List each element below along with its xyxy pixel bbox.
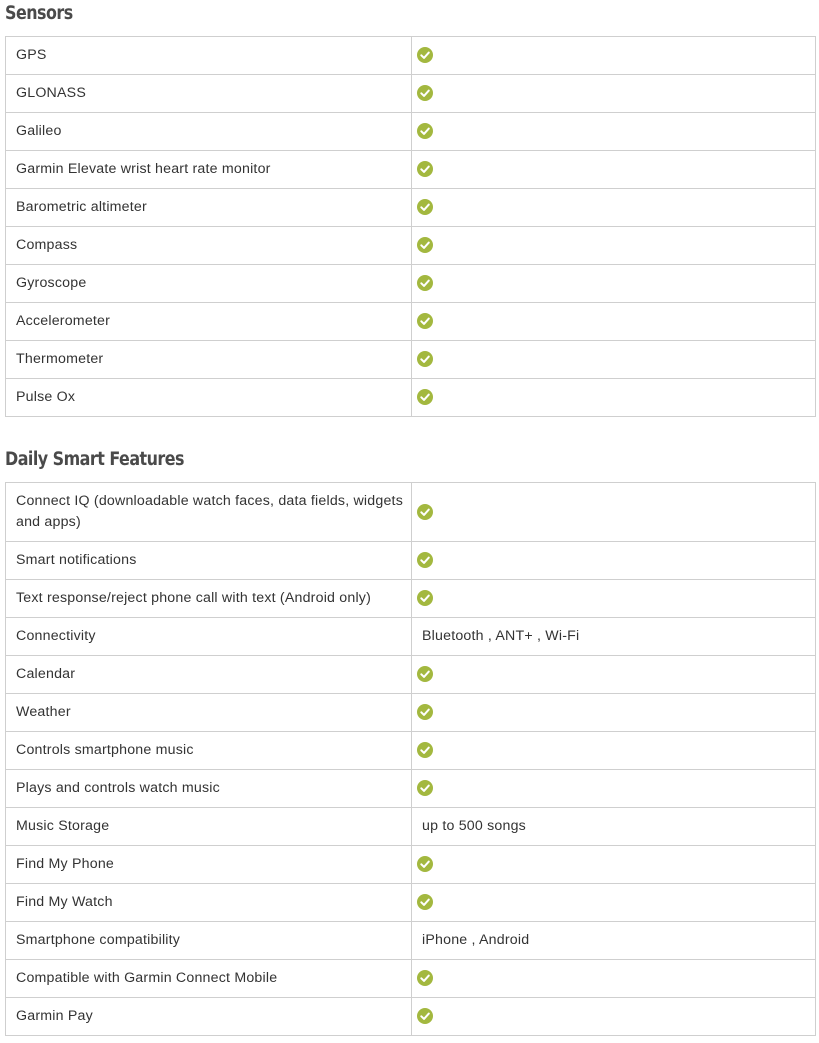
check-icon — [417, 85, 433, 101]
check-icon — [417, 970, 433, 986]
table-row — [6, 151, 816, 189]
table-row — [6, 770, 816, 808]
table-row — [6, 808, 816, 846]
sensors-table — [5, 36, 816, 417]
check-icon — [417, 47, 433, 63]
feature-label: Smartphone compatibility — [6, 922, 412, 960]
feature-value — [412, 379, 816, 417]
check-icon — [417, 552, 433, 568]
feature-value — [412, 265, 816, 303]
feature-value — [412, 580, 816, 618]
table-row — [6, 265, 816, 303]
check-icon — [417, 389, 433, 405]
feature-label: Gyroscope — [6, 265, 412, 303]
feature-label: Calendar — [6, 656, 412, 694]
table-row — [6, 113, 816, 151]
feature-value — [412, 75, 816, 113]
feature-value — [412, 189, 816, 227]
feature-value — [412, 998, 816, 1036]
check-icon — [417, 123, 433, 139]
feature-label: Smart notifications — [6, 542, 412, 580]
feature-value-text: Bluetooth , ANT+ , Wi-Fi — [422, 628, 580, 644]
table-row — [6, 618, 816, 656]
check-icon — [417, 1008, 433, 1024]
table-row — [6, 379, 816, 417]
feature-value — [412, 483, 816, 542]
feature-label: Find My Phone — [6, 846, 412, 884]
table-row — [6, 303, 816, 341]
feature-value — [412, 694, 816, 732]
check-icon — [417, 742, 433, 758]
table-row — [6, 656, 816, 694]
table-row — [6, 884, 816, 922]
feature-label: GLONASS — [6, 75, 412, 113]
feature-value — [412, 960, 816, 998]
feature-label: Plays and controls watch music — [6, 770, 412, 808]
feature-label: Weather — [6, 694, 412, 732]
table-row — [6, 960, 816, 998]
table-row — [6, 341, 816, 379]
table-row — [6, 694, 816, 732]
feature-value — [412, 227, 816, 265]
feature-label: GPS — [6, 37, 412, 75]
feature-value — [412, 542, 816, 580]
feature-value — [412, 113, 816, 151]
feature-value — [412, 656, 816, 694]
sensors-section — [5, 0, 816, 417]
feature-label: Thermometer — [6, 341, 412, 379]
check-icon — [417, 351, 433, 367]
table-row — [6, 189, 816, 227]
daily-smart-features-table-body — [6, 483, 816, 1036]
check-icon — [417, 666, 433, 682]
feature-label: Garmin Pay — [6, 998, 412, 1036]
feature-label: Music Storage — [6, 808, 412, 846]
feature-label: Compatible with Garmin Connect Mobile — [6, 960, 412, 998]
feature-label: Text response/reject phone call with text (Android only) — [6, 580, 412, 618]
feature-value — [412, 303, 816, 341]
feature-value — [412, 341, 816, 379]
feature-label: Barometric altimeter — [6, 189, 412, 227]
table-row — [6, 37, 816, 75]
feature-value — [412, 922, 816, 960]
feature-value — [412, 884, 816, 922]
feature-label: Compass — [6, 227, 412, 265]
table-row — [6, 998, 816, 1036]
feature-label: Pulse Ox — [6, 379, 412, 417]
table-row — [6, 75, 816, 113]
check-icon — [417, 161, 433, 177]
check-icon — [417, 199, 433, 215]
feature-value-text: iPhone , Android — [422, 932, 530, 948]
feature-label: Accelerometer — [6, 303, 412, 341]
check-icon — [417, 313, 433, 329]
feature-value-text: up to 500 songs — [422, 818, 526, 834]
feature-label: Connect IQ (downloadable watch faces, data fields, widgets and apps) — [6, 483, 412, 542]
feature-value — [412, 846, 816, 884]
check-icon — [417, 237, 433, 253]
daily-smart-features-section — [5, 446, 816, 1036]
feature-label: Garmin Elevate wrist heart rate monitor — [6, 151, 412, 189]
feature-value — [412, 618, 816, 656]
check-icon — [417, 504, 433, 520]
feature-label: Find My Watch — [6, 884, 412, 922]
feature-value — [412, 151, 816, 189]
feature-value — [412, 808, 816, 846]
table-row — [6, 483, 816, 542]
check-icon — [417, 704, 433, 720]
feature-value — [412, 732, 816, 770]
table-row — [6, 542, 816, 580]
table-row — [6, 846, 816, 884]
table-row — [6, 732, 816, 770]
check-icon — [417, 856, 433, 872]
sensors-table-body — [6, 37, 816, 417]
check-icon — [417, 590, 433, 606]
feature-label: Connectivity — [6, 618, 412, 656]
daily-smart-features-table — [5, 482, 816, 1036]
feature-value — [412, 37, 816, 75]
sensors-heading: Sensors — [5, 3, 73, 24]
check-icon — [417, 894, 433, 910]
check-icon — [417, 780, 433, 796]
table-row — [6, 227, 816, 265]
feature-value — [412, 770, 816, 808]
feature-label: Galileo — [6, 113, 412, 151]
check-icon — [417, 275, 433, 291]
table-row — [6, 580, 816, 618]
table-row — [6, 922, 816, 960]
feature-label: Controls smartphone music — [6, 732, 412, 770]
daily-smart-features-heading: Daily Smart Features — [5, 449, 185, 470]
